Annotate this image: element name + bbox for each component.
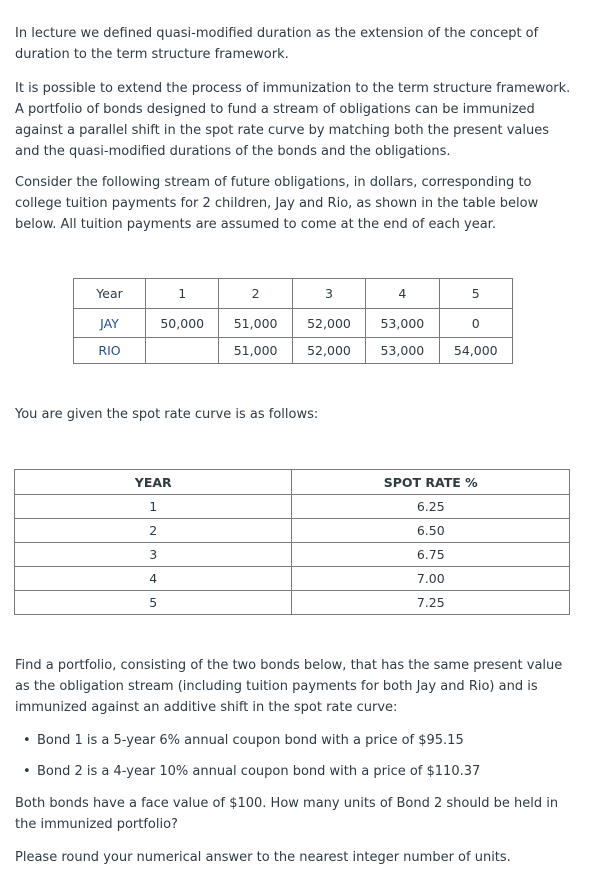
- table-row: [15, 470, 570, 495]
- bullet-icon: •: [23, 733, 31, 748]
- payment-cell: 51,000: [219, 309, 292, 338]
- rate-cell: 7.25: [292, 591, 570, 615]
- question-prompt: Both bonds have a face value of $100. How many units of Bond 2 should be held in the immunized portfolio?: [15, 796, 559, 832]
- table-row: [15, 567, 570, 591]
- table-row: [74, 279, 513, 309]
- year-cell: 4: [15, 567, 292, 591]
- bullet-icon: •: [23, 764, 31, 779]
- year-cell: 5: [439, 279, 512, 309]
- payment-cell: 50,000: [146, 309, 219, 338]
- year-cell: 2: [219, 279, 292, 309]
- rounding-instruction: Please round your numerical answer to the nearest integer number of units.: [15, 850, 511, 865]
- payment-cell: 51,000: [219, 338, 292, 364]
- list-item: [15, 730, 575, 761]
- year-column-header: YEAR: [15, 470, 292, 495]
- payment-cell: 53,000: [366, 338, 439, 364]
- bond-2-description: Bond 2 is a 4-year 10% annual coupon bond with a price of $110.37: [37, 764, 481, 779]
- year-cell: 1: [146, 279, 219, 309]
- table-row: [15, 543, 570, 567]
- question-paragraph: Find a portfolio, consisting of the two bonds below, that has the same present value as the obligation stream (including tuition payments for both Jay and Rio) and is immunized against an additive shift in the spot rate curve:: [15, 658, 563, 715]
- intro-paragraph-3: Consider the following stream of future obligations, in dollars, corresponding to college tuition payments for 2 children, Jay and Rio, as shown in the table below below. All tuition payments are assumed to come at the end of each year.: [15, 175, 539, 232]
- list-item: [15, 761, 575, 792]
- table-row: [15, 519, 570, 543]
- year-cell: 2: [15, 519, 292, 543]
- bond-1-description: Bond 1 is a 5-year 6% annual coupon bond with a price of $95.15: [37, 733, 464, 748]
- child-name-cell: RIO: [74, 338, 146, 364]
- rate-cell: 6.25: [292, 495, 570, 519]
- year-header-cell: Year: [74, 279, 146, 309]
- payment-cell: 53,000: [366, 309, 439, 338]
- intro-paragraph-2: It is possible to extend the process of immunization to the term structure framework. A portfolio of bonds designed to fund a stream of obligations can be immunized against a parallel shift in the spot rate curve by matching both the present values and the quasi-modified durations of the bonds and the obligations.: [15, 81, 571, 159]
- table-row: [15, 591, 570, 615]
- spot-rate-table: [14, 469, 570, 615]
- spot-rate-column-header: SPOT RATE %: [292, 470, 570, 495]
- rate-cell: 6.75: [292, 543, 570, 567]
- child-name-cell: JAY: [74, 309, 146, 338]
- table-row: [15, 495, 570, 519]
- bond-list: [15, 730, 575, 792]
- table-row: [74, 338, 513, 364]
- table-row: [74, 309, 513, 338]
- tuition-table: [73, 278, 513, 364]
- payment-cell: 52,000: [292, 309, 365, 338]
- year-cell: 4: [366, 279, 439, 309]
- payment-cell: 52,000: [292, 338, 365, 364]
- payment-cell: [146, 338, 219, 364]
- year-cell: 5: [15, 591, 292, 615]
- payment-cell: 54,000: [439, 338, 512, 364]
- year-cell: 1: [15, 495, 292, 519]
- year-cell: 3: [292, 279, 365, 309]
- payment-cell: 0: [439, 309, 512, 338]
- year-cell: 3: [15, 543, 292, 567]
- intro-paragraph-1: In lecture we defined quasi-modified duration as the extension of the concept of duration to the term structure framework.: [15, 26, 539, 62]
- rate-cell: 6.50: [292, 519, 570, 543]
- rate-cell: 7.00: [292, 567, 570, 591]
- spot-rate-intro: You are given the spot rate curve is as follows:: [15, 407, 319, 422]
